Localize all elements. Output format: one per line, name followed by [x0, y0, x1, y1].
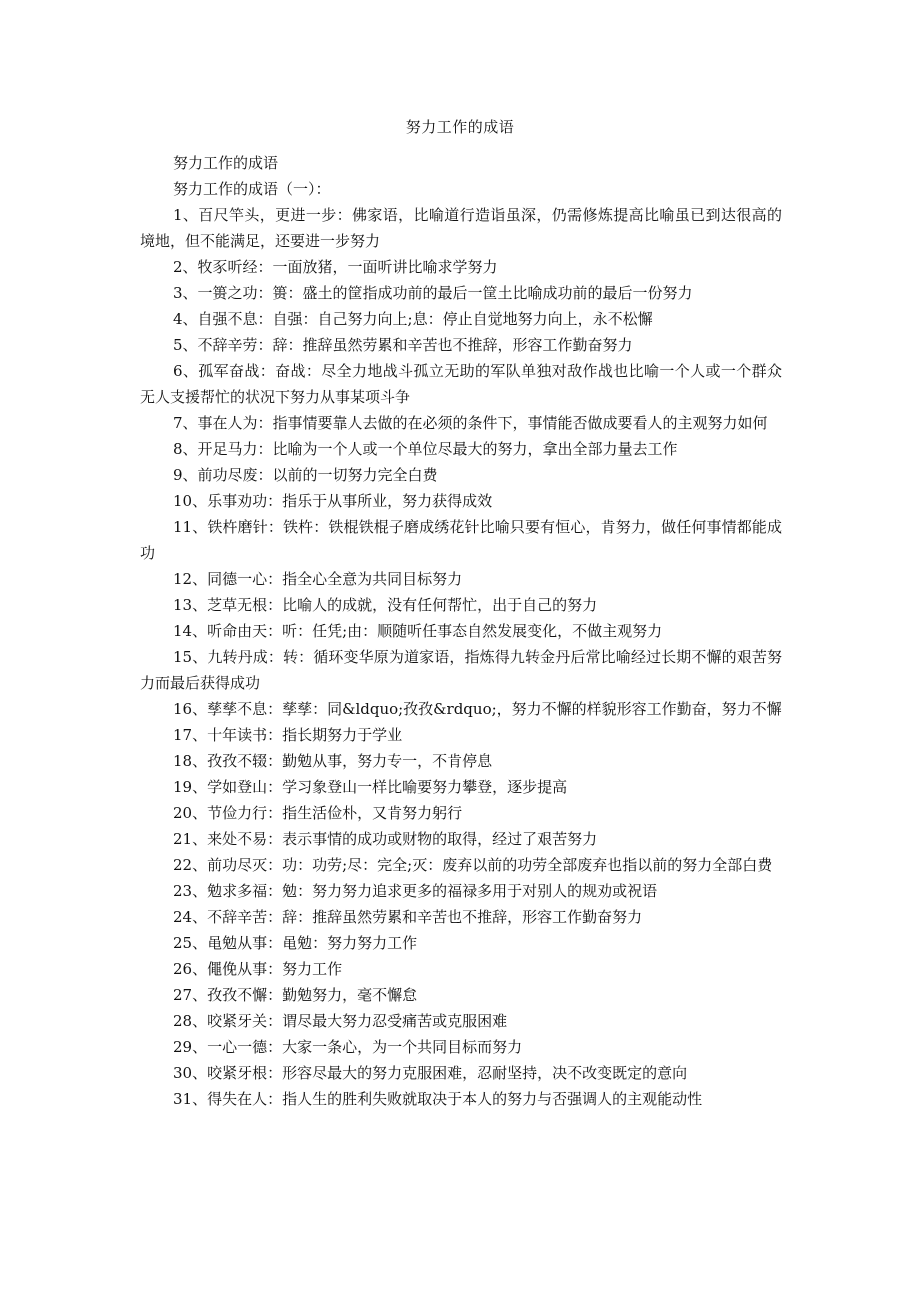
idiom-entry: 2、牧豕听经：一面放猪，一面听讲比喻求学努力	[173, 258, 498, 276]
idiom-entry: 25、黾勉从事：黾勉：努力努力工作	[173, 934, 418, 952]
idiom-entry: 31、得失在人：指人生的胜利失败就取决于本人的努力与否强调人的主观能动性	[173, 1090, 703, 1108]
idiom-entry: 17、十年读书：指长期努力于学业	[173, 726, 403, 744]
idiom-entry: 21、来处不易：表示事情的成功或财物的取得，经过了艰苦努力	[173, 830, 598, 848]
section-heading: 努力工作的成语（一）：	[173, 180, 331, 198]
idiom-entry: 13、芝草无根：比喻人的成就，没有任何帮忙，出于自己的努力	[173, 596, 598, 614]
idiom-entry: 3、一篑之功：篑：盛土的筐指成功前的最后一筐土比喻成功前的最后一份努力	[173, 284, 693, 302]
idiom-entry: 22、前功尽灭：功：功劳;尽：完全;灭：废弃以前的功劳全部废弃也指以前的努力全部白费	[173, 856, 773, 874]
section-heading: 努力工作的成语	[173, 154, 279, 172]
idiom-entry: 9、前功尽废：以前的一切努力完全白费	[173, 466, 438, 484]
idiom-entry: 18、孜孜不辍：勤勉从事，努力专一，不肯停息	[173, 752, 493, 770]
idiom-entry: 7、事在人为：指事情要靠人去做的在必须的条件下，事情能否做成要看人的主观努力如何	[173, 414, 768, 432]
idiom-entry: 6、孤军奋战：奋战：尽全力地战斗孤立无助的军队单独对敌作战也比喻一个人或一个群众无人支援帮忙的状况下努力从事某项斗争	[140, 362, 782, 406]
idiom-entry: 14、听命由天：听：任凭;由：顺随听任事态自然发展变化，不做主观努力	[173, 622, 663, 640]
idiom-entry: 8、开足马力：比喻为一个人或一个单位尽最大的努力，拿出全部力量去工作	[173, 440, 678, 458]
idiom-entry: 4、自强不息：自强：自己努力向上;息：停止自觉地努力向上，永不松懈	[173, 310, 653, 328]
idiom-entry: 11、铁杵磨针：铁杵：铁棍铁棍子磨成绣花针比喻只要有恒心，肯努力，做任何事情都能成功	[140, 518, 782, 562]
idiom-entry: 16、孳孳不息：孳孳：同&ldquo;孜孜&rdquo;，努力不懈的样貌形容工作勤奋，努力不懈	[173, 700, 782, 718]
idiom-entry: 10、乐事劝功：指乐于从事所业，努力获得成效	[173, 492, 493, 510]
idiom-entry: 27、孜孜不懈：勤勉努力，毫不懈怠	[173, 986, 418, 1004]
idiom-entry: 19、学如登山：学习象登山一样比喻要努力攀登，逐步提高	[173, 778, 568, 796]
idiom-entry: 28、咬紧牙关：谓尽最大努力忍受痛苦或克服困难	[173, 1012, 508, 1030]
idiom-entry: 26、僶俛从事：努力工作	[173, 960, 343, 978]
idiom-entry: 5、不辞辛劳：辞：推辞虽然劳累和辛苦也不推辞，形容工作勤奋努力	[173, 336, 633, 354]
idiom-entry: 29、一心一德：大家一条心，为一个共同目标而努力	[173, 1038, 523, 1056]
idiom-entry: 1、百尺竿头，更进一步：佛家语，比喻道行造诣虽深，仍需修炼提高比喻虽已到达很高的境地，但不能满足，还要进一步努力	[140, 206, 782, 250]
document-body	[140, 150, 782, 1112]
idiom-entry: 30、咬紧牙根：形容尽最大的努力克服困难，忍耐坚持，决不改变既定的意向	[173, 1064, 688, 1082]
idiom-entry: 12、同德一心：指全心全意为共同目标努力	[173, 570, 463, 588]
idiom-entry: 23、勉求多福：勉：努力努力追求更多的福禄多用于对别人的规劝或祝语	[173, 882, 658, 900]
document-title: 努力工作的成语	[405, 118, 515, 136]
idiom-entry: 24、不辞辛苦：辞：推辞虽然劳累和辛苦也不推辞，形容工作勤奋努力	[173, 908, 643, 926]
idiom-entry: 20、节俭力行：指生活俭朴，又肯努力躬行	[173, 804, 463, 822]
idiom-entry: 15、九转丹成：转：循环变华原为道家语，指炼得九转金丹后常比喻经过长期不懈的艰苦努力而最后获得成功	[140, 648, 782, 692]
